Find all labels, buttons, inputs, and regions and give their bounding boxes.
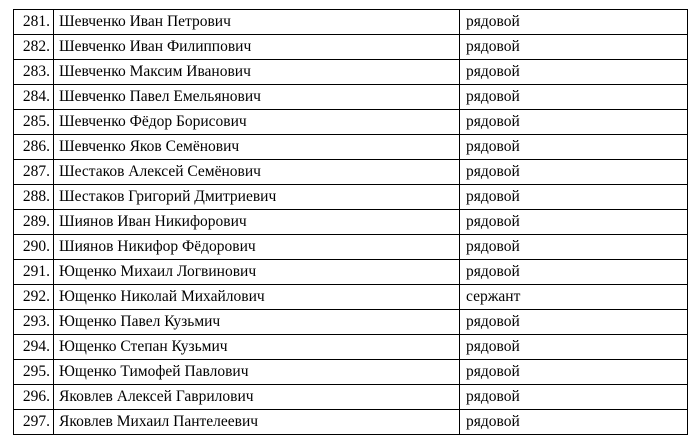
- row-number: 293.: [14, 310, 54, 335]
- row-number: 284.: [14, 85, 54, 110]
- roster-table: [13, 9, 688, 435]
- row-number: 288.: [14, 185, 54, 210]
- table-row: [14, 110, 688, 135]
- person-name: Ющенко Тимофей Павлович: [54, 360, 460, 385]
- military-rank: рядовой: [460, 310, 688, 335]
- table-row: [14, 385, 688, 410]
- military-rank: рядовой: [460, 185, 688, 210]
- row-number: 287.: [14, 160, 54, 185]
- person-name: Шестаков Алексей Семёнович: [54, 160, 460, 185]
- person-name: Ющенко Павел Кузьмич: [54, 310, 460, 335]
- military-rank: рядовой: [460, 85, 688, 110]
- row-number: 290.: [14, 235, 54, 260]
- table-row: [14, 310, 688, 335]
- military-rank: рядовой: [460, 110, 688, 135]
- row-number: 294.: [14, 335, 54, 360]
- table-row: [14, 335, 688, 360]
- person-name: Ющенко Михаил Логвинович: [54, 260, 460, 285]
- military-rank: рядовой: [460, 210, 688, 235]
- military-rank: рядовой: [460, 410, 688, 435]
- person-name: Шевченко Максим Иванович: [54, 60, 460, 85]
- military-rank: рядовой: [460, 135, 688, 160]
- military-rank: рядовой: [460, 60, 688, 85]
- row-number: 292.: [14, 285, 54, 310]
- row-number: 286.: [14, 135, 54, 160]
- table-row: [14, 210, 688, 235]
- row-number: 295.: [14, 360, 54, 385]
- table-row: [14, 85, 688, 110]
- military-rank: рядовой: [460, 235, 688, 260]
- table-row: [14, 260, 688, 285]
- person-name: Шиянов Никифор Фёдорович: [54, 235, 460, 260]
- roster-table-body: [14, 10, 688, 435]
- table-row: [14, 185, 688, 210]
- row-number: 283.: [14, 60, 54, 85]
- row-number: 291.: [14, 260, 54, 285]
- person-name: Яковлев Алексей Гаврилович: [54, 385, 460, 410]
- military-rank: сержант: [460, 285, 688, 310]
- row-number: 296.: [14, 385, 54, 410]
- military-rank: рядовой: [460, 385, 688, 410]
- row-number: 297.: [14, 410, 54, 435]
- table-row: [14, 10, 688, 35]
- military-rank: рядовой: [460, 10, 688, 35]
- military-rank: рядовой: [460, 35, 688, 60]
- table-row: [14, 60, 688, 85]
- military-rank: рядовой: [460, 160, 688, 185]
- person-name: Шевченко Иван Филиппович: [54, 35, 460, 60]
- person-name: Шиянов Иван Никифорович: [54, 210, 460, 235]
- table-row: [14, 35, 688, 60]
- person-name: Яковлев Михаил Пантелеевич: [54, 410, 460, 435]
- person-name: Ющенко Степан Кузьмич: [54, 335, 460, 360]
- person-name: Ющенко Николай Михайлович: [54, 285, 460, 310]
- row-number: 289.: [14, 210, 54, 235]
- table-row: [14, 160, 688, 185]
- person-name: Шевченко Иван Петрович: [54, 10, 460, 35]
- table-row: [14, 235, 688, 260]
- row-number: 285.: [14, 110, 54, 135]
- person-name: Шевченко Фёдор Борисович: [54, 110, 460, 135]
- table-row: [14, 135, 688, 160]
- table-row: [14, 285, 688, 310]
- table-row: [14, 410, 688, 435]
- table-row: [14, 360, 688, 385]
- military-rank: рядовой: [460, 260, 688, 285]
- person-name: Шестаков Григорий Дмитриевич: [54, 185, 460, 210]
- row-number: 282.: [14, 35, 54, 60]
- person-name: Шевченко Павел Емельянович: [54, 85, 460, 110]
- person-name: Шевченко Яков Семёнович: [54, 135, 460, 160]
- military-rank: рядовой: [460, 360, 688, 385]
- military-rank: рядовой: [460, 335, 688, 360]
- row-number: 281.: [14, 10, 54, 35]
